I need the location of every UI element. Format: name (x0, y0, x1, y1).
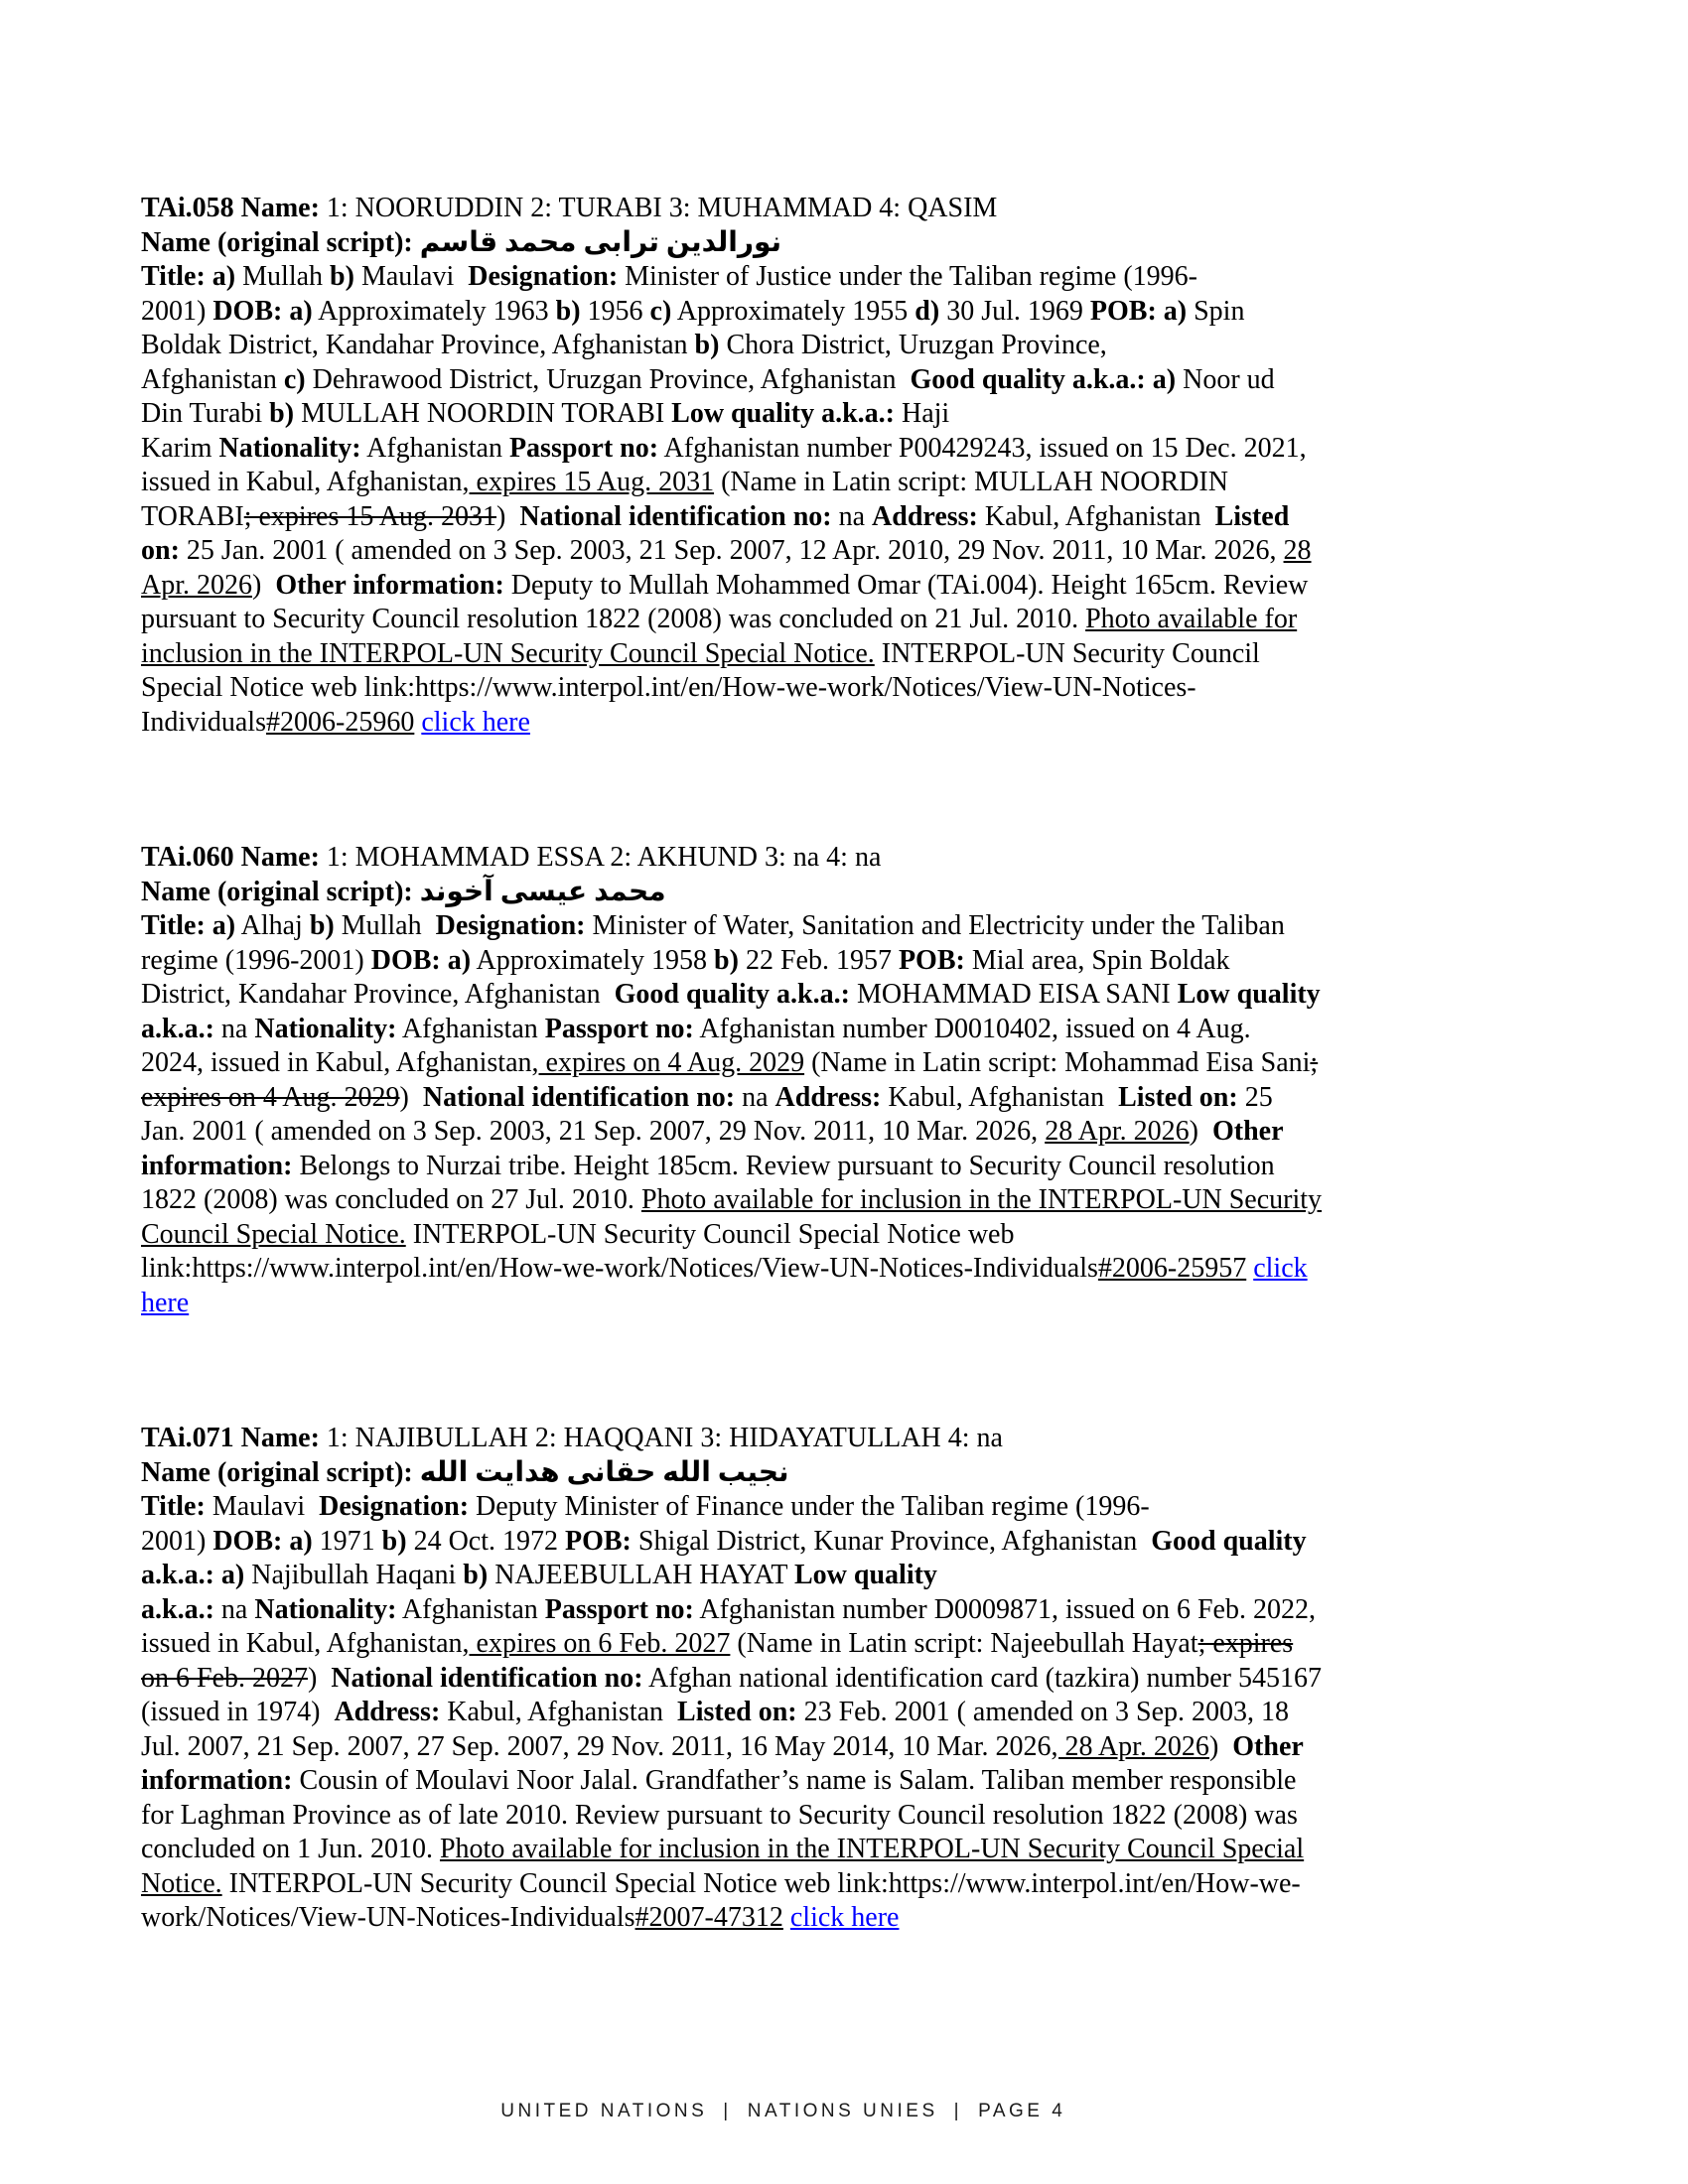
entry-line (141, 569, 1561, 604)
field-label: Low quality (1177, 979, 1321, 1010)
text-run: Chora District, Uruzgan Province, (719, 330, 1107, 360)
entry-line (141, 706, 1561, 741)
text-run: Deputy to Mullah Mohammed Omar (TAi.004). Height 165cm. Review (503, 569, 1309, 601)
text-run: work/Notices/View-UN-Notices-Individuals (141, 1902, 635, 1933)
field-label: c) (649, 295, 672, 327)
text-run: (Name in Latin script: Mohammad Eisa Sani (804, 1047, 1311, 1078)
text-run: 30 Jul. 1969 (939, 295, 1090, 327)
inserted-text: , expires on 6 Feb. 2027 (462, 1628, 731, 1659)
field-label: TAi.060 Name: (141, 842, 320, 873)
text-run: Afghanistan number D0010402, issued on 4 Aug. (693, 1013, 1251, 1044)
field-label: DOB: a) (370, 944, 472, 976)
field-label: TAi.071 Name: (141, 1423, 320, 1453)
arabic-name: نجيب الله حقانى هدايت الله (419, 1456, 789, 1488)
entry-line (141, 295, 1561, 330)
text-run: Najibullah Haqani (244, 1560, 464, 1590)
field-label: Title: a) (141, 910, 236, 941)
text-run: Approximately 1963 (312, 295, 556, 327)
text-run: Deputy Minister of Finance under the Taliban regime (1996- (469, 1491, 1150, 1522)
entry-line (141, 1218, 1561, 1253)
text-run: Kabul, Afghanistan (881, 1081, 1119, 1113)
field-label: b) (309, 910, 335, 941)
entry-line (141, 1559, 1561, 1593)
text-run: Alhaj (235, 910, 310, 941)
field-label: Nationality: (254, 1013, 397, 1044)
text-run: NAJEEBULLAH HAYAT (488, 1560, 794, 1590)
entry-line (141, 397, 1561, 432)
field-label: National identification no: (331, 1662, 643, 1694)
click-here-link[interactable]: click (1253, 1253, 1308, 1284)
entry-line (141, 1525, 1561, 1560)
field-label: National identification no: (519, 500, 832, 532)
entry-line (141, 637, 1561, 672)
text-run: Kabul, Afghanistan (977, 500, 1215, 532)
field-label: Good quality a.k.a.: a) (910, 363, 1177, 395)
entry-line (141, 1696, 1561, 1730)
text-run: 22 Feb. 1957 (738, 944, 899, 976)
entry-line (141, 1150, 1561, 1184)
entry-line (141, 1867, 1561, 1902)
entry-line (141, 1490, 1561, 1525)
entry-line (141, 1252, 1561, 1287)
inserted-text: #2007-47312 (634, 1902, 783, 1933)
text-run: Dehrawood District, Uruzgan Province, Afghanistan (305, 363, 911, 395)
field-label: TAi.058 Name: (141, 193, 320, 223)
text-run: na (735, 1081, 775, 1113)
text-run: 1: NAJIBULLAH 2: HAQQANI 3: HIDAYATULLAH 4: na (319, 1423, 1003, 1453)
text-run: Boldak District, Kandahar Province, Afghanistan (141, 330, 695, 360)
field-label: DOB: a) (212, 295, 313, 327)
field-label: b) (269, 398, 295, 429)
text-run: Afghanistan (360, 432, 509, 464)
field-label: POB: (898, 944, 965, 976)
text-run: 2024, issued in Kabul, Afghanistan (141, 1047, 532, 1078)
entry-line (141, 432, 1561, 467)
text-run: 2001) (141, 1525, 213, 1557)
field-label: Title: (141, 1491, 206, 1522)
text-run: concluded on 1 Jun. 2010. (141, 1834, 440, 1864)
inserted-text: Photo available for inclusion in the INTERPOL-UN Security Council Special (439, 1834, 1305, 1864)
footer-united-nations: UNITED NATIONS (500, 2101, 708, 2121)
entry-line (141, 1730, 1561, 1765)
footer-nations-unies: NATIONS UNIES (747, 2101, 938, 2121)
text-run: Spin (1187, 295, 1245, 327)
deleted-text: ; expires 15 Aug. 2031 (243, 500, 497, 532)
text-run: na (831, 500, 873, 532)
text-run: link:https://www.interpol.int/en/How-we-work/Notices/View-UN-Notices-Individuals (141, 1253, 1098, 1284)
arabic-name: محمد عیسی آخوند (419, 876, 666, 907)
text-run: 1822 (2008) was concluded on 27 Jul. 2010. (141, 1184, 641, 1215)
text-run: for Laghman Province as of late 2010. Review pursuant to Security Council resolution 1822 (2008) was (141, 1799, 1298, 1831)
entry-line (141, 1833, 1561, 1867)
field-label: Passport no: (508, 432, 659, 464)
inserted-text: , expires 15 Aug. 2031 (462, 467, 715, 497)
field-label: Designation: (435, 910, 586, 941)
text-run: pursuant to Security Council resolution 1822 (2008) was concluded on 21 Jul. 2010. (141, 604, 1086, 634)
field-label: Listed on: (677, 1697, 797, 1727)
field-label: Low quality (794, 1560, 937, 1590)
field-label: information: (141, 1150, 293, 1181)
text-run: Maulavi (205, 1491, 320, 1522)
inserted-text: 28 Apr. 2026 (1045, 1116, 1190, 1147)
field-label: Listed (1214, 500, 1290, 532)
text-run: 24 Oct. 1972 (406, 1525, 565, 1557)
text-run: ) (252, 569, 276, 601)
field-label: Designation: (319, 1491, 470, 1522)
entry-line (141, 466, 1561, 500)
text-run: District, Kandahar Province, Afghanistan (141, 979, 615, 1010)
field-label: National identification no: (422, 1081, 736, 1113)
inserted-text: 28 (1283, 535, 1312, 566)
text-run: regime (1996-2001) (141, 944, 371, 976)
text-run: INTERPOL-UN Security Council Special Notice web link:https://www.interpol.int/en/How-we- (221, 1867, 1301, 1899)
entry-line (141, 603, 1561, 637)
entry-line (141, 192, 1561, 226)
text-run: 1956 (580, 295, 650, 327)
field-label: Other information: (275, 569, 504, 601)
entry-line (141, 876, 1561, 910)
footer-separator: | (723, 2101, 732, 2121)
text-run: 1971 (312, 1525, 382, 1557)
field-label: Name (original script): (141, 876, 420, 907)
inserted-text: Photo available for inclusion in the INTERPOL-UN Security (640, 1184, 1323, 1215)
text-run: na (213, 1013, 255, 1044)
field-label: a.k.a.: (141, 1593, 214, 1625)
field-label: b) (381, 1525, 407, 1557)
field-label: Low quality a.k.a.: (671, 398, 895, 429)
text-run: 25 Jan. 2001 ( amended on 3 Sep. 2003, 21 Sep. 2007, 12 Apr. 2010, 29 Nov. 2011, 10 Mar. 2026, (179, 535, 1284, 566)
field-label: Good quality a.k.a.: (614, 979, 850, 1010)
text-run: ) (496, 500, 520, 532)
text-run: Special Notice web link:https://www.interpol.int/en/How-we-work/Notices/View-UN-Notices- (141, 672, 1196, 703)
text-run: Afghanistan number D0009871, issued on 6 Feb. 2022, (693, 1593, 1316, 1625)
entry-line (141, 500, 1561, 535)
field-label: on: (141, 535, 180, 566)
entry-line (141, 1662, 1561, 1697)
text-run: Jan. 2001 ( amended on 3 Sep. 2003, 21 Sep. 2007, 29 Nov. 2011, 10 Mar. 2026, (141, 1116, 1046, 1147)
field-label: Address: (774, 1081, 882, 1113)
text-run: ) (1189, 1116, 1212, 1147)
sanctions-entry-TAi.060 (141, 841, 1561, 1320)
field-label: POB: (565, 1525, 632, 1557)
text-run: issued in Kabul, Afghanistan (141, 467, 463, 497)
text-run: Afghanistan (141, 363, 284, 395)
field-label: information: (141, 1765, 293, 1796)
text-run: (issued in 1974) (141, 1697, 335, 1727)
field-label: Listed on: (1118, 1081, 1238, 1113)
deleted-text: on 6 Feb. 2027 (141, 1662, 308, 1694)
text-run: ) (399, 1081, 423, 1113)
entry-line (141, 1013, 1561, 1047)
entry-line (141, 1287, 1561, 1321)
field-label: Other (1232, 1730, 1304, 1762)
field-label: b) (714, 944, 739, 976)
text-run: Minister of Water, Sanitation and Electricity under the Taliban (585, 910, 1285, 941)
text-run: Afghan national identification card (tazkira) number 545167 (642, 1662, 1322, 1694)
text-run: Mial area, Spin Boldak (964, 944, 1230, 976)
text-run: Kabul, Afghanistan (440, 1697, 678, 1727)
entry-line (141, 534, 1561, 569)
click-here-link[interactable]: click here (789, 1902, 900, 1933)
field-label: Nationality: (254, 1593, 397, 1625)
page-footer (0, 2079, 1549, 2122)
inserted-text: inclusion in the INTERPOL-UN Security Council Special Notice. (141, 637, 875, 669)
field-label: a.k.a.: (141, 1013, 214, 1044)
deleted-text: ; (1310, 1047, 1319, 1078)
text-run: 2001) (141, 295, 213, 327)
text-run: 1: NOORUDDIN 2: TURABI 3: MUHAMMAD 4: QASIM (319, 193, 998, 223)
field-label: c) (283, 363, 306, 395)
text-run: Haji (894, 398, 950, 429)
entry-line (141, 1901, 1561, 1936)
field-label: Address: (872, 500, 978, 532)
sanctions-entry-TAi.058 (141, 192, 1561, 740)
entry-line (141, 944, 1561, 979)
text-run: Noor ud (1176, 363, 1275, 395)
text-run: Din Turabi (141, 398, 270, 429)
text-run: Karim (141, 432, 219, 464)
entry-line (141, 1593, 1561, 1628)
entry-line (141, 260, 1561, 295)
sanctions-entry-TAi.071 (141, 1422, 1561, 1936)
text-run: Maulavi (353, 261, 469, 292)
field-label: Address: (334, 1697, 441, 1727)
inserted-text: Notice. (141, 1867, 222, 1899)
field-label: Passport no: (544, 1593, 694, 1625)
click-here-link[interactable]: here (141, 1287, 190, 1318)
entry-line (141, 1081, 1561, 1116)
field-label: Name (original script): (141, 1456, 420, 1488)
entry-line (141, 671, 1561, 706)
text-run (783, 1902, 790, 1933)
entry-line (141, 329, 1561, 363)
text-run: Afghanistan (396, 1593, 545, 1625)
inserted-text: Photo available for (1085, 604, 1298, 634)
entry-line (141, 1422, 1561, 1456)
field-label: Good quality (1151, 1525, 1307, 1557)
field-label: POB: a) (1089, 295, 1188, 327)
document-body (141, 192, 1561, 2037)
field-label: b) (463, 1560, 489, 1590)
text-run: Mullah (334, 910, 436, 941)
inserted-text: Council Special Notice. (141, 1218, 406, 1250)
text-run: 25 (1237, 1081, 1273, 1113)
entry-line (141, 1115, 1561, 1150)
text-run: (Name in Latin script: MULLAH NOORDIN (714, 467, 1228, 497)
inserted-text: #2006-25960 (266, 706, 415, 738)
inserted-text: , expires on 4 Aug. 2029 (531, 1047, 805, 1078)
field-label: Passport no: (544, 1013, 694, 1044)
entry-line (141, 1799, 1561, 1834)
entry-line (141, 363, 1561, 398)
text-run: Approximately 1955 (671, 295, 915, 327)
footer-page-number: PAGE 4 (978, 2101, 1066, 2121)
entry-line (141, 226, 1561, 261)
text-run: Belongs to Nurzai tribe. Height 185cm. Review pursuant to Security Council resolution (292, 1150, 1275, 1181)
inserted-text: , 28 Apr. 2026 (1051, 1730, 1209, 1762)
text-run: issued in Kabul, Afghanistan (141, 1628, 463, 1659)
text-run: Afghanistan number P00429243, issued on 15 Dec. 2021, (658, 432, 1307, 464)
entry-line (141, 1183, 1561, 1218)
field-label: b) (555, 295, 581, 327)
text-run: MOHAMMAD EISA SANI (849, 979, 1178, 1010)
inserted-text: #2006-25957 (1097, 1253, 1247, 1284)
click-here-link[interactable]: click here (421, 706, 530, 738)
text-run: Afghanistan (396, 1013, 545, 1044)
arabic-name: نورالدين ترابى محمد قاسم (419, 226, 782, 258)
text-run: ) (308, 1662, 332, 1694)
text-run: INTERPOL-UN Security Council Special Notice web (405, 1218, 1015, 1250)
text-run: Approximately 1958 (471, 944, 715, 976)
deleted-text: expires on 4 Aug. 2029 (141, 1081, 400, 1113)
field-label: b) (330, 261, 354, 292)
field-label: Name (original script): (141, 226, 420, 258)
text-run: 1: MOHAMMAD ESSA 2: AKHUND 3: na 4: na (319, 842, 882, 873)
field-label: b) (694, 330, 720, 360)
text-run: Mullah (235, 261, 331, 292)
entry-line (141, 1456, 1561, 1491)
text-run: Cousin of Moulavi Noor Jalal. Grandfather’s name is Salam. Taliban member responsible (292, 1765, 1297, 1796)
entry-line (141, 1627, 1561, 1662)
entry-line (141, 978, 1561, 1013)
text-run: Shigal District, Kunar Province, Afghanistan (631, 1525, 1152, 1557)
text-run: na (213, 1593, 255, 1625)
entry-line (141, 909, 1561, 944)
field-label: a.k.a.: a) (141, 1560, 245, 1590)
field-label: Nationality: (218, 432, 361, 464)
text-run: Minister of Justice under the Taliban regime (1996- (618, 261, 1197, 292)
footer-separator: | (953, 2101, 963, 2121)
inserted-text: Apr. 2026 (141, 569, 252, 601)
text-run: ) (1208, 1730, 1233, 1762)
field-label: Other (1211, 1116, 1284, 1147)
field-label: Designation: (468, 261, 619, 292)
text-run: MULLAH NOORDIN TORABI (294, 398, 672, 429)
field-label: Title: a) (141, 261, 236, 292)
text-run: Jul. 2007, 21 Sep. 2007, 27 Sep. 2007, 29 Nov. 2011, 16 May 2014, 10 Mar. 2026 (141, 1730, 1052, 1762)
entry-line (141, 1764, 1561, 1799)
text-run: INTERPOL-UN Security Council (874, 637, 1260, 669)
entry-line (141, 841, 1561, 876)
deleted-text: ; expires (1197, 1628, 1294, 1659)
entry-line (141, 1046, 1561, 1081)
field-label: d) (914, 295, 940, 327)
text-run: 23 Feb. 2001 ( amended on 3 Sep. 2003, 18 (796, 1697, 1289, 1727)
text-run: Individuals (141, 706, 266, 738)
text-run: TORABI (141, 500, 244, 532)
field-label: DOB: a) (212, 1525, 313, 1557)
text-run: (Name in Latin script: Najeebullah Hayat (730, 1628, 1198, 1659)
